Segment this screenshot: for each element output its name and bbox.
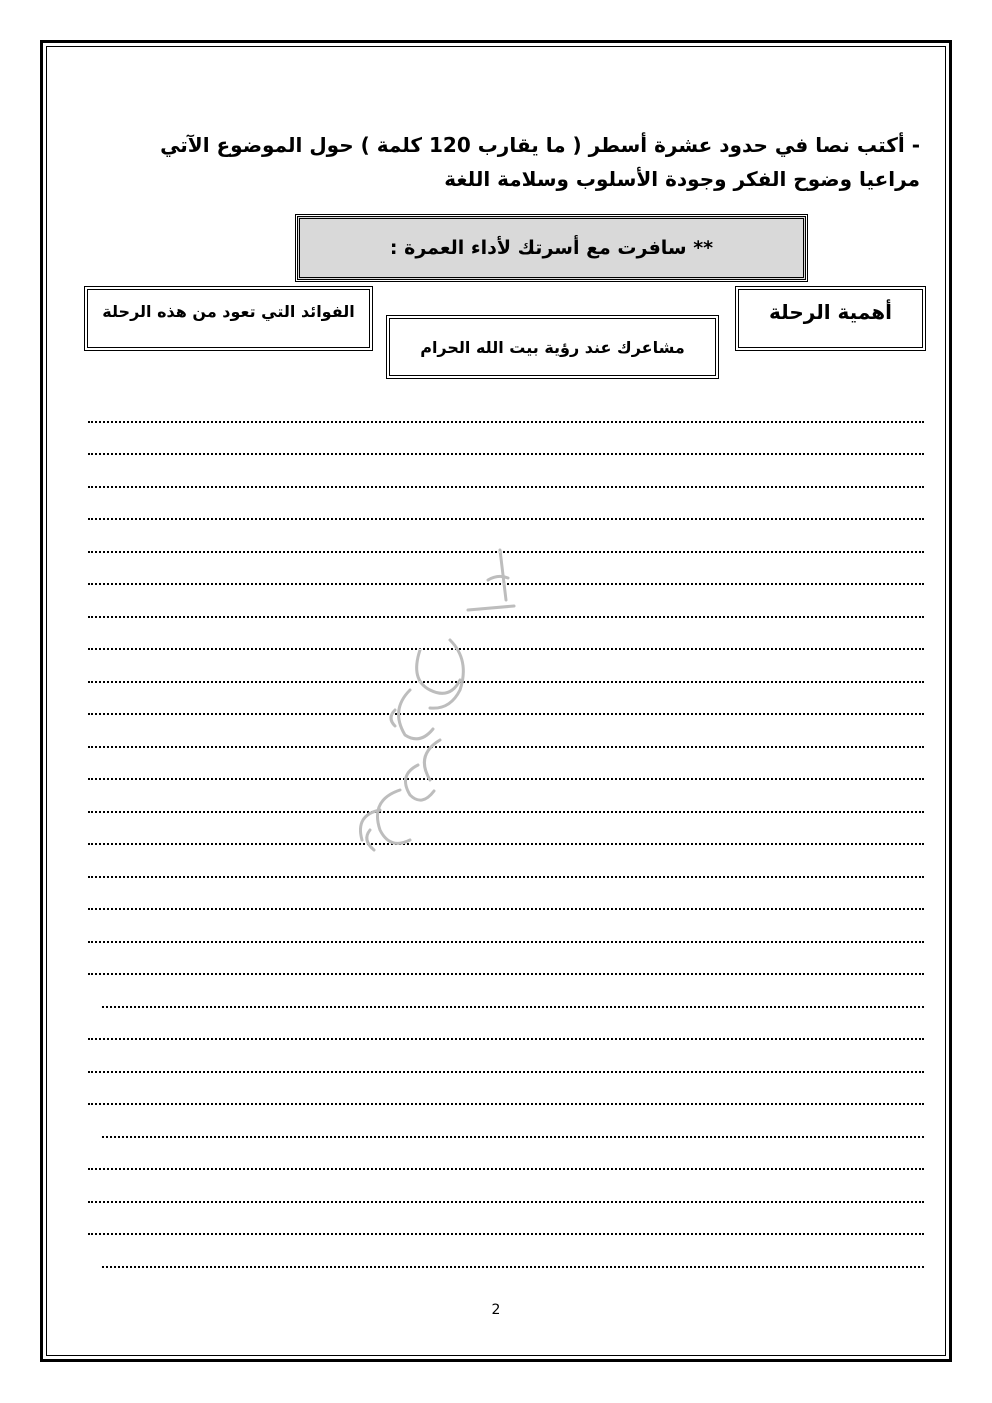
writing-instruction: - أكتب نصا في حدود عشرة أسطر ( ما يقارب 120 كلمة ) حول الموضوع الآتي مراعيا وضوح الفكر وجودة الأسلوب وسلامة اللغة	[160, 133, 920, 191]
element-benefits-label: الفوائد التي تعود من هذه الرحلة	[102, 302, 355, 321]
writing-line[interactable]	[88, 1146, 924, 1179]
writing-line[interactable]	[88, 1081, 924, 1114]
writing-line[interactable]	[88, 723, 924, 756]
element-box-importance	[735, 286, 926, 351]
page-number: 2	[491, 1302, 501, 1318]
writing-line[interactable]	[88, 1243, 924, 1276]
element-importance-label: أهمية الرحلة	[769, 300, 892, 324]
writing-line[interactable]	[88, 528, 924, 561]
writing-line[interactable]	[88, 951, 924, 984]
writing-line[interactable]	[88, 756, 924, 789]
element-feelings-label: مشاعرك عند رؤية بيت الله الحرام	[420, 337, 685, 357]
writing-line[interactable]	[88, 821, 924, 854]
writing-line[interactable]	[88, 691, 924, 724]
writing-line[interactable]	[88, 1211, 924, 1244]
topic-title-box	[297, 216, 806, 280]
writing-line[interactable]	[88, 398, 924, 431]
writing-line[interactable]	[88, 853, 924, 886]
writing-line[interactable]	[88, 1048, 924, 1081]
element-box-feelings	[386, 315, 719, 379]
writing-line[interactable]	[88, 983, 924, 1016]
writing-line[interactable]	[88, 886, 924, 919]
writing-line[interactable]	[88, 626, 924, 659]
writing-line[interactable]	[88, 431, 924, 464]
writing-line[interactable]	[88, 918, 924, 951]
writing-line[interactable]	[88, 496, 924, 529]
writing-line[interactable]	[88, 1113, 924, 1146]
writing-lines[interactable]	[88, 398, 924, 1276]
writing-line[interactable]	[88, 1016, 924, 1049]
writing-line[interactable]	[88, 788, 924, 821]
writing-line[interactable]	[88, 1178, 924, 1211]
writing-line[interactable]	[88, 658, 924, 691]
writing-line[interactable]	[88, 593, 924, 626]
writing-line[interactable]	[88, 463, 924, 496]
element-box-benefits	[84, 286, 373, 351]
writing-line[interactable]	[88, 561, 924, 594]
topic-title: ** سافرت مع أسرتك لأداء العمرة :	[389, 237, 714, 259]
